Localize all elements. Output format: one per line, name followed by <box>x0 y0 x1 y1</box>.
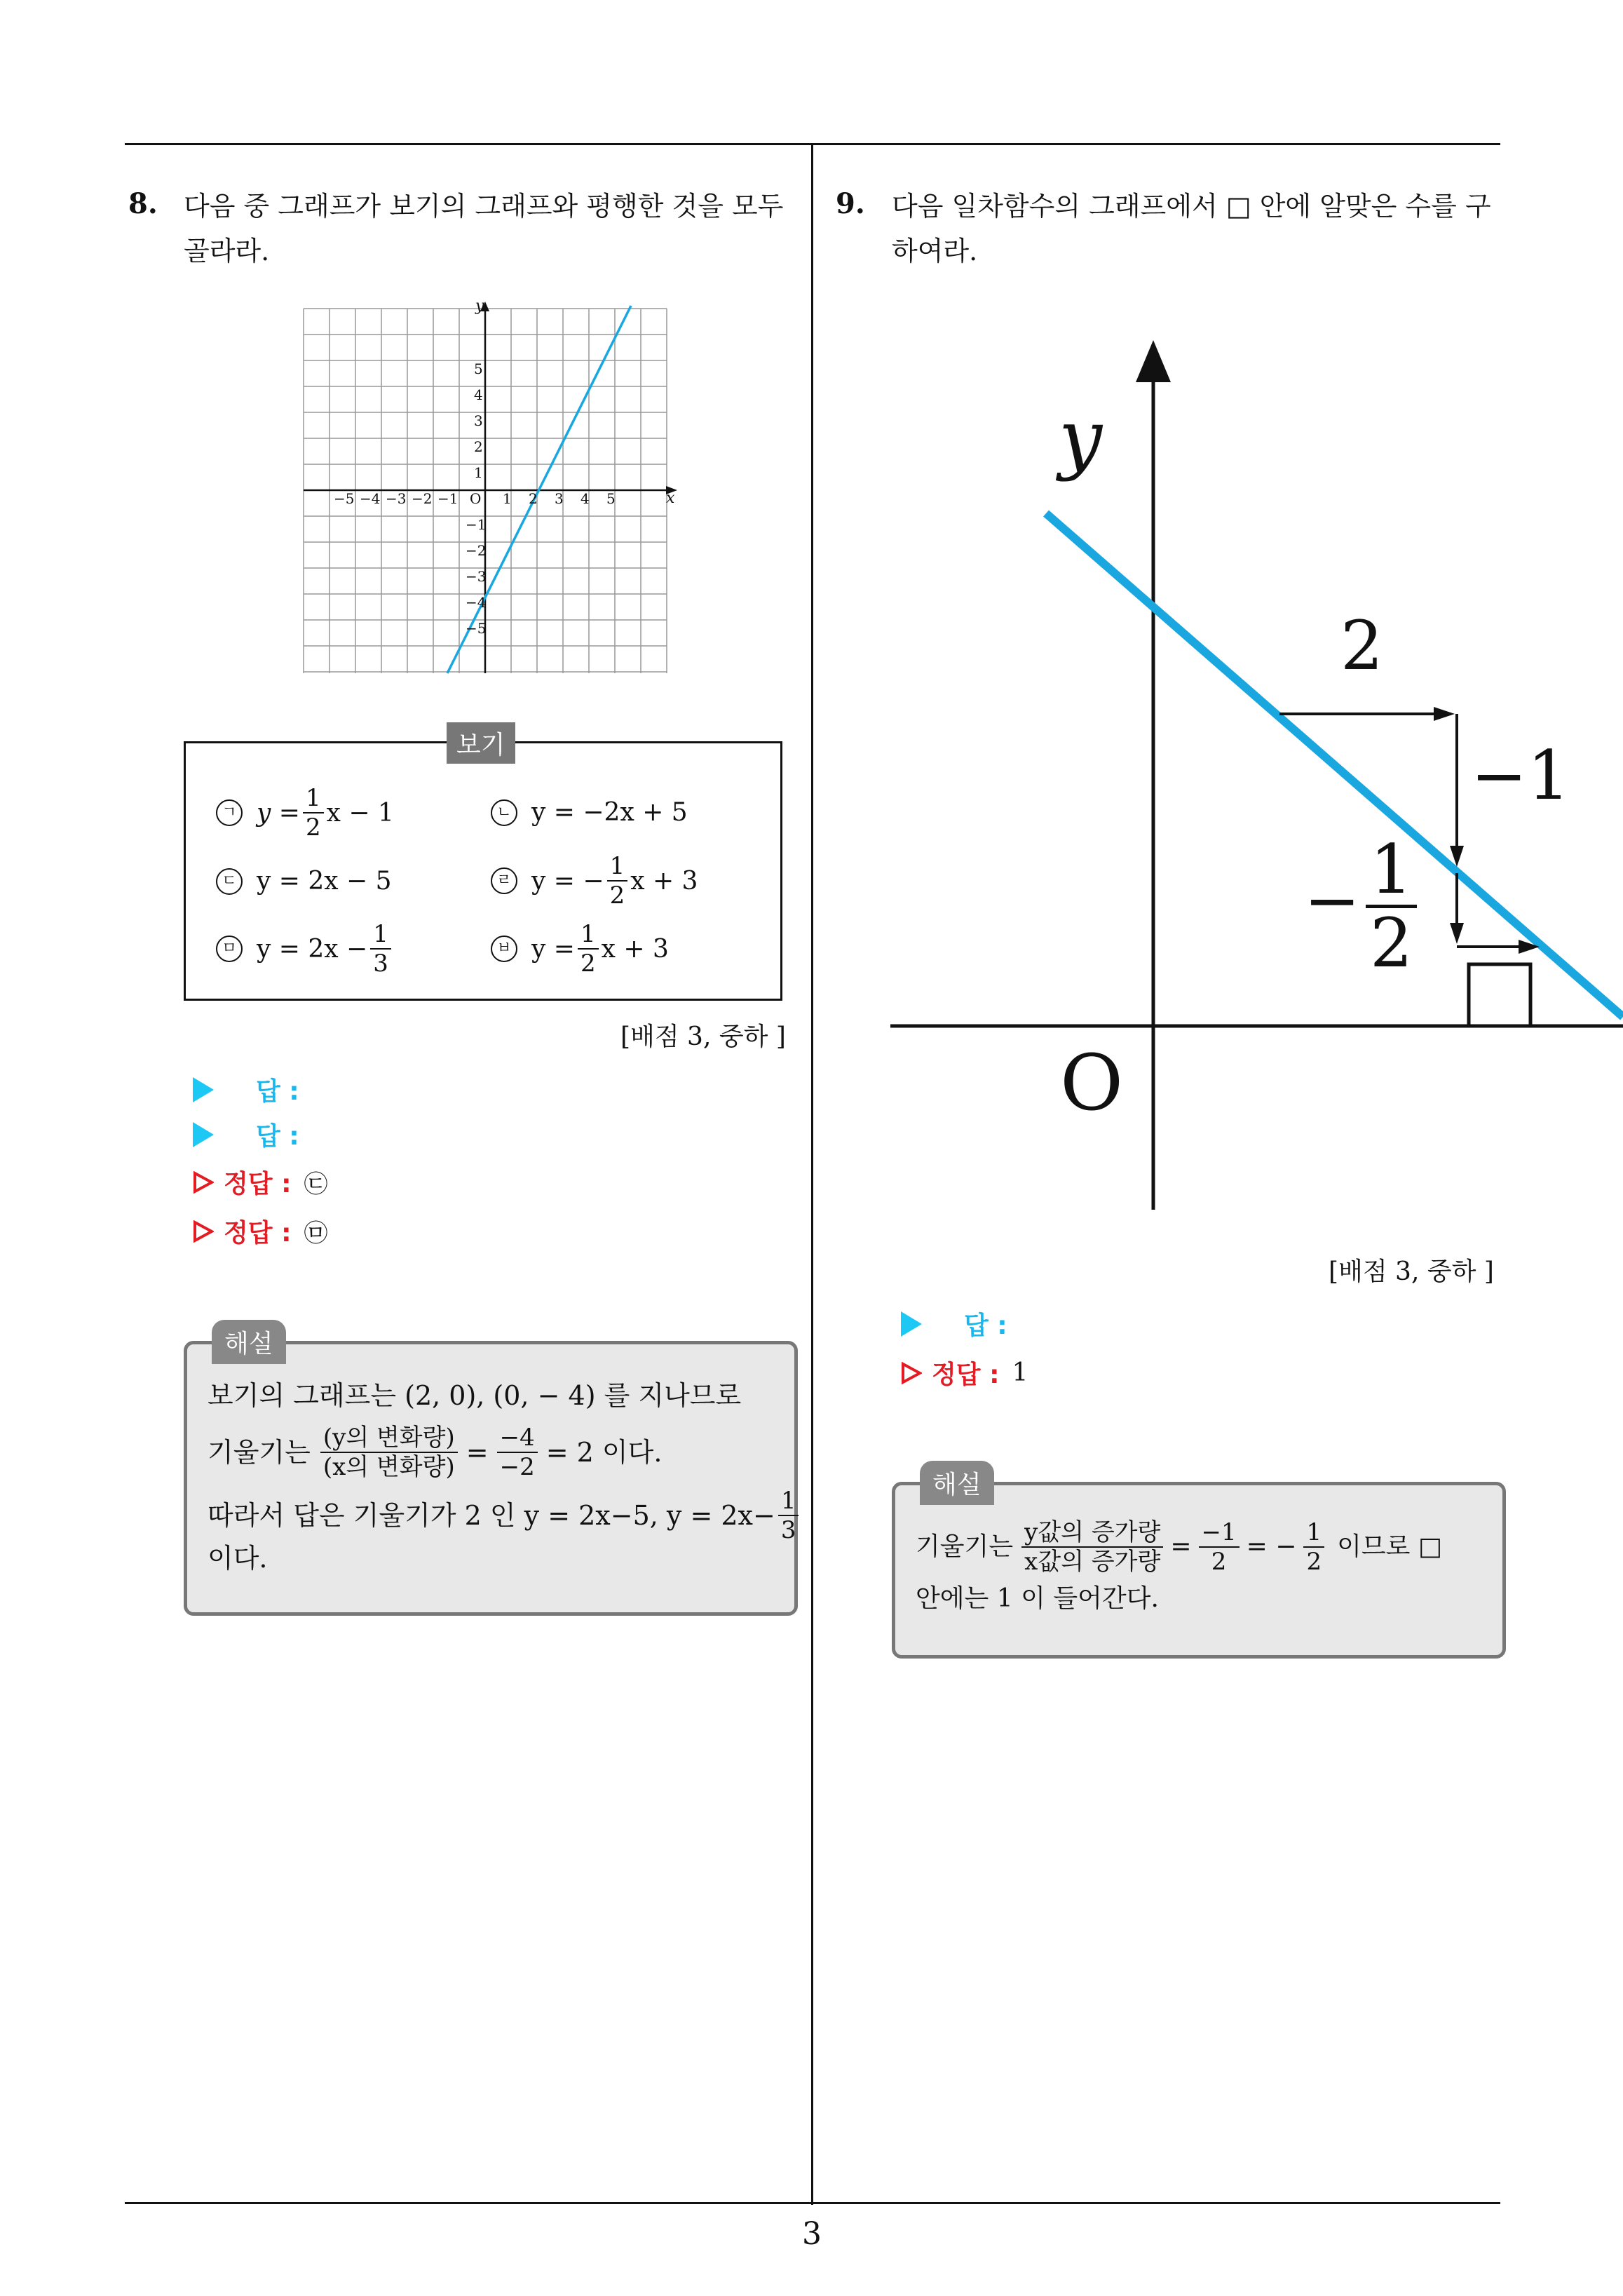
q8-explanation-title: 해설 <box>212 1320 286 1364</box>
text: = 2 이다. <box>545 1437 663 1468</box>
option-text: y = −2x + 5 <box>531 798 688 827</box>
q9-question-line1: 다음 일차함수의 그래프에서 □ 안에 알맞은 수를 구 <box>892 191 1491 222</box>
play-triangle-icon <box>193 1077 214 1102</box>
frac-den: −2 <box>499 1453 535 1481</box>
x-tick: 1 <box>503 490 512 507</box>
option-mark: ㄷ <box>216 868 243 895</box>
correct-label: 정답 : <box>224 1219 292 1248</box>
option-text-pre: y = <box>531 934 575 964</box>
frac-num: (y의 변화량) <box>320 1424 458 1453</box>
option-c <box>216 867 392 896</box>
expl-fraction <box>1021 1518 1163 1576</box>
option-text-pre: y = − <box>531 866 604 896</box>
q8-answer-1 <box>193 1072 299 1107</box>
option-fraction <box>607 852 628 910</box>
text: 기울기는 <box>208 1437 311 1468</box>
frac-num: 1 <box>1303 1518 1324 1548</box>
y-tick: 3 <box>474 412 483 429</box>
y-tick: −1 <box>466 516 487 533</box>
option-text-pre: y = 2x − <box>257 934 368 964</box>
option-a <box>216 784 394 842</box>
q8-question-line1: 다음 중 그래프가 보기의 그래프와 평행한 것을 모두 <box>184 191 784 222</box>
column-divider <box>811 143 813 2205</box>
x-tick: −5 <box>334 490 355 507</box>
text: 이므로 □ <box>1337 1532 1442 1561</box>
q9-answer <box>901 1306 1007 1342</box>
option-fraction <box>370 920 391 978</box>
frac-num: 1 <box>1366 835 1417 908</box>
answer-label: 답 : <box>964 1311 1007 1340</box>
q8-graph-y-label: y <box>475 297 484 315</box>
option-fraction <box>303 784 324 842</box>
q8-expl-line1: 보기의 그래프는 (2, 0), (0, − 4) 를 지나므로 <box>208 1380 742 1411</box>
q8-question-line2: 골라라. <box>184 236 270 266</box>
q9-minus-sign: − <box>1304 861 1361 940</box>
q8-graph-x-label: x <box>666 489 675 507</box>
q8-coordinate-graph <box>300 302 679 680</box>
frac-num: 1 <box>778 1487 799 1516</box>
option-fraction <box>578 920 599 978</box>
x-tick: −3 <box>386 490 407 507</box>
q8-answer-2 <box>193 1116 299 1152</box>
frac-num: 1 <box>578 920 599 950</box>
y-tick: 2 <box>474 438 483 455</box>
option-mark: ㄴ <box>491 799 517 826</box>
q8-score: [배점 3, 중하 ] <box>620 1022 786 1051</box>
answer-label: 답 : <box>256 1122 299 1151</box>
frac-num: −1 <box>1199 1518 1240 1548</box>
x-tick: 3 <box>555 490 564 507</box>
q9-origin-label: O <box>1060 1038 1124 1128</box>
y-tick: 4 <box>474 386 483 403</box>
q9-explanation-title: 해설 <box>920 1461 994 1505</box>
expl-fraction <box>497 1424 538 1481</box>
option-b <box>491 798 688 827</box>
option-f <box>491 920 669 978</box>
outline-triangle-icon <box>901 1362 922 1384</box>
q9-half-fraction <box>1366 830 1417 982</box>
text: 따라서 답은 기울기가 2 인 y = 2x−5, y = 2x− <box>208 1500 775 1531</box>
page-number: 3 <box>802 2216 822 2252</box>
y-tick: −3 <box>466 568 487 585</box>
frac-den: 3 <box>780 1516 796 1544</box>
q9-y-axis-label: y <box>1059 393 1103 482</box>
q8-number: 8. <box>128 187 158 220</box>
q9-run-label: 2 <box>1340 607 1384 685</box>
x-tick: 5 <box>606 490 616 507</box>
option-mark: ㅁ <box>216 936 243 962</box>
correct-value: ㉢ <box>304 1170 328 1198</box>
x-tick: 4 <box>580 490 590 507</box>
bottom-rule <box>125 2202 1500 2204</box>
q8-graph-origin-label: O <box>470 490 482 507</box>
x-tick: 2 <box>529 490 538 507</box>
frac-num: −4 <box>497 1424 538 1453</box>
option-text: y = 2x − 5 <box>257 867 392 896</box>
expl-fraction <box>320 1424 458 1481</box>
q9-number: 9. <box>836 187 865 220</box>
frac-num: 1 <box>303 784 324 813</box>
q9-question-line2: 하여라. <box>892 236 978 266</box>
answer-label: 답 : <box>256 1077 299 1106</box>
frac-den: 2 <box>609 882 625 910</box>
x-tick: −2 <box>412 490 433 507</box>
expl-fraction <box>778 1487 799 1544</box>
q8-correct-2 <box>193 1213 327 1249</box>
q9-expl-line2: 안에는 1 이 들어간다. <box>916 1584 1159 1613</box>
frac-den: 2 <box>1211 1548 1227 1576</box>
y-tick: 5 <box>474 360 483 377</box>
expl-fraction <box>1199 1518 1240 1576</box>
option-mark: ㄱ <box>216 799 243 826</box>
outline-triangle-icon <box>193 1171 214 1194</box>
q9-score: [배점 3, 중하 ] <box>1329 1257 1494 1286</box>
option-e <box>216 920 394 978</box>
correct-label: 정답 : <box>932 1360 1000 1389</box>
q8-expl-line3 <box>208 1487 801 1544</box>
frac-num: y값의 증가량 <box>1021 1518 1163 1548</box>
frac-den: 2 <box>1306 1548 1322 1576</box>
x-tick: −1 <box>437 490 459 507</box>
outline-triangle-icon <box>193 1220 214 1243</box>
frac-den: 2 <box>1370 904 1413 982</box>
bogi-title: 보기 <box>447 722 515 764</box>
frac-den: 2 <box>580 950 596 978</box>
q8-expl-line4: 이다. <box>208 1543 268 1574</box>
frac-num: 1 <box>607 852 628 882</box>
frac-den: (x의 변화량) <box>322 1453 455 1481</box>
option-d <box>491 852 698 910</box>
option-text-post: x − 1 <box>326 798 394 828</box>
frac-den: 3 <box>373 950 388 978</box>
equals: = <box>466 1437 489 1468</box>
expl-fraction <box>1303 1518 1324 1576</box>
q9-expl-line1 <box>916 1518 1442 1576</box>
option-mark: ㄹ <box>491 867 517 894</box>
correct-value: ㉤ <box>304 1220 328 1248</box>
frac-den: x값의 증가량 <box>1024 1548 1161 1576</box>
y-tick: −2 <box>466 542 487 559</box>
y-tick: −5 <box>466 620 487 637</box>
q9-rise-label: −1 <box>1471 736 1570 815</box>
equals: = − <box>1246 1532 1297 1561</box>
option-mark: ㅂ <box>491 936 517 962</box>
equals: = <box>1170 1532 1192 1561</box>
q8-expl-line2 <box>208 1424 662 1481</box>
frac-den: 2 <box>305 813 321 842</box>
y-tick: −4 <box>466 594 487 611</box>
option-text-post: x + 3 <box>630 866 698 896</box>
x-tick: −4 <box>360 490 381 507</box>
option-text-pre: y = <box>257 798 300 828</box>
correct-value: 1 <box>1012 1358 1028 1387</box>
y-tick: 1 <box>474 464 483 481</box>
frac-num: 1 <box>370 920 391 950</box>
correct-label: 정답 : <box>224 1170 292 1198</box>
play-triangle-icon <box>901 1311 922 1337</box>
play-triangle-icon <box>193 1122 214 1147</box>
option-text-post: x + 3 <box>601 934 669 964</box>
text: 기울기는 <box>916 1532 1014 1561</box>
q9-correct <box>901 1355 1028 1391</box>
q8-correct-1 <box>193 1164 327 1200</box>
